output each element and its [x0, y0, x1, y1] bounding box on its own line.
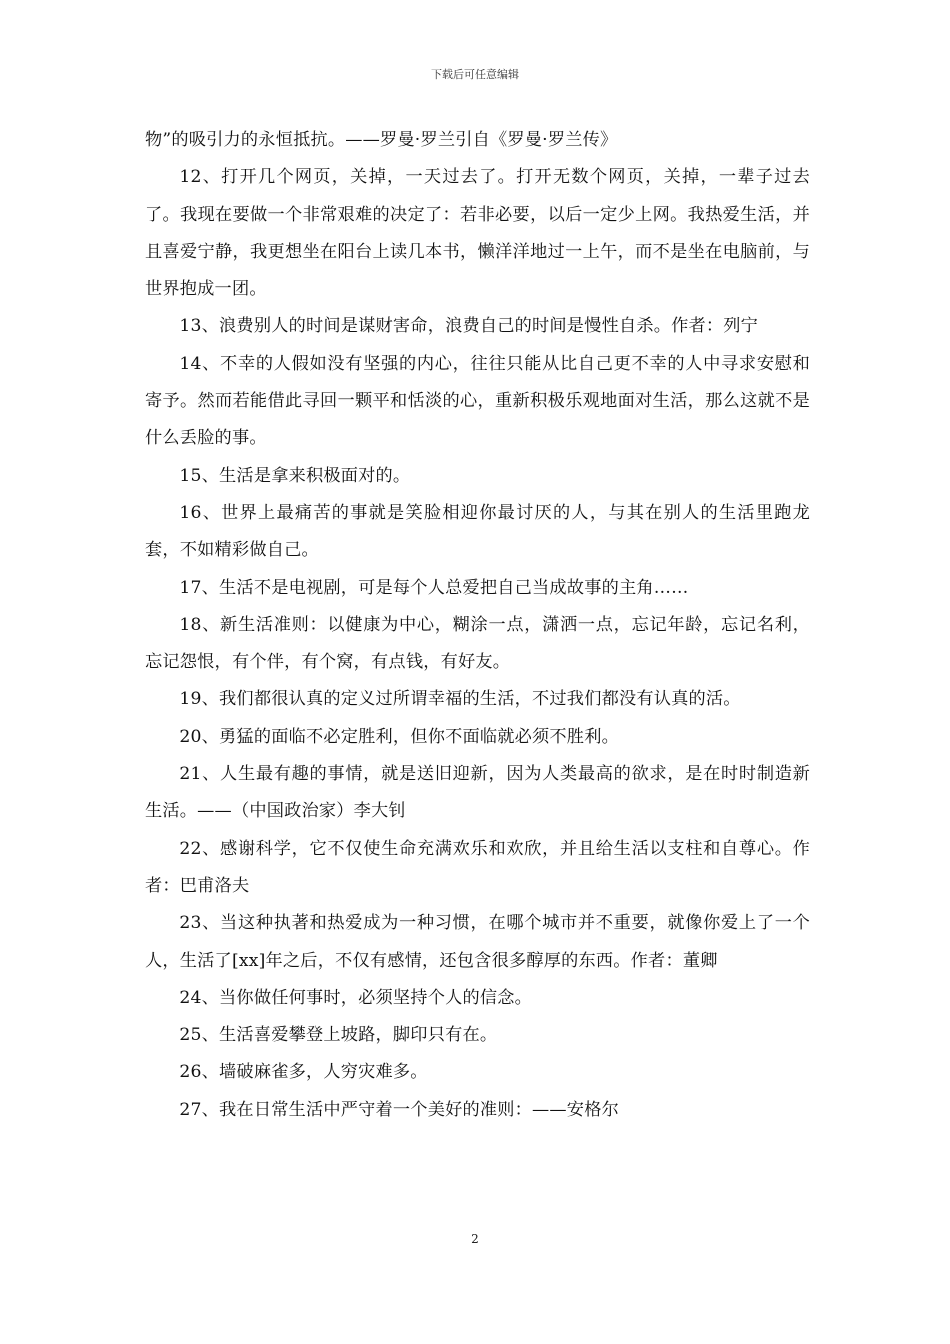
paragraph-23: 23、当这种执著和热爱成为一种习惯，在哪个城市并不重要，就像你爱上了一个人，生活了[xx]年之后，不仅有感情，还包含很多醇厚的东西。作者：董卿	[145, 913, 810, 971]
paragraph-25: 25、生活喜爱攀登上坡路，脚印只有在。	[179, 1025, 498, 1046]
paragraph-continuation: 物”的吸引力的永恒抵抗。——罗曼·罗兰引自《罗曼·罗兰传》	[145, 130, 618, 150]
page-number: 2	[471, 1232, 479, 1246]
paragraph-12: 12、打开几个网页，关掉，一天过去了。打开无数个网页，关掉，一辈子过去了。我现在要做一个非常艰难的决定了：若非必要，以后一定少上网。我热爱生活，并且喜爱宁静，我更想坐在阳台上读几本书，懒洋洋地过一上午，而不是坐在电脑前，与世界抱成一团。	[145, 167, 810, 300]
paragraph-18: 18、新生活准则：以健康为中心，糊涂一点，潇洒一点，忘记年龄，忘记名利，忘记怨恨，有个伴，有个窝，有点钱，有好友。	[145, 614, 810, 673]
paragraph-26: 26、墙破麻雀多，人穷灾难多。	[179, 1062, 428, 1083]
paragraph-22: 22、感谢科学，它不仅使生命充满欢乐和欢欣，并且给生活以支柱和自尊心。作者：巴甫洛夫	[145, 838, 810, 896]
document-body	[145, 122, 810, 1129]
paragraph-14: 14、不幸的人假如没有坚强的内心，往往只能从比自己更不幸的人中寻求安慰和寄予。然而若能借此寻回一颗平和恬淡的心，重新积极乐观地面对生活，那么这就不是什么丢脸的事。	[145, 353, 810, 449]
paragraph-16: 16、世界上最痛苦的事就是笑脸相迎你最讨厌的人，与其在别人的生活里跑龙套，不如精彩做自己。	[145, 502, 810, 561]
paragraph-13: 13、浪费别人的时间是谋财害命，浪费自己的时间是慢性自杀。作者：列宁	[179, 316, 759, 337]
paragraph-21: 21、人生最有趣的事情，就是送旧迎新，因为人类最高的欲求，是在时时制造新生活。——（中国政治家）李大钊	[145, 764, 810, 822]
paragraph-24: 24、当你做任何事时，必须坚持个人的信念。	[179, 987, 533, 1008]
paragraph-15: 15、生活是拿来积极面对的。	[179, 465, 411, 486]
paragraph-19: 19、我们都很认真的定义过所谓幸福的生活，不过我们都没有认真的活。	[179, 689, 741, 710]
paragraph-27: 27、我在日常生活中严守着一个美好的准则：——安格尔	[179, 1099, 619, 1120]
page-header: 下载后可任意编辑	[431, 68, 519, 81]
paragraph-17: 17、生活不是电视剧，可是每个人总爱把自己当成故事的主角……	[179, 577, 689, 598]
paragraph-20: 20、勇猛的面临不必定胜利，但你不面临就必须不胜利。	[179, 726, 619, 747]
